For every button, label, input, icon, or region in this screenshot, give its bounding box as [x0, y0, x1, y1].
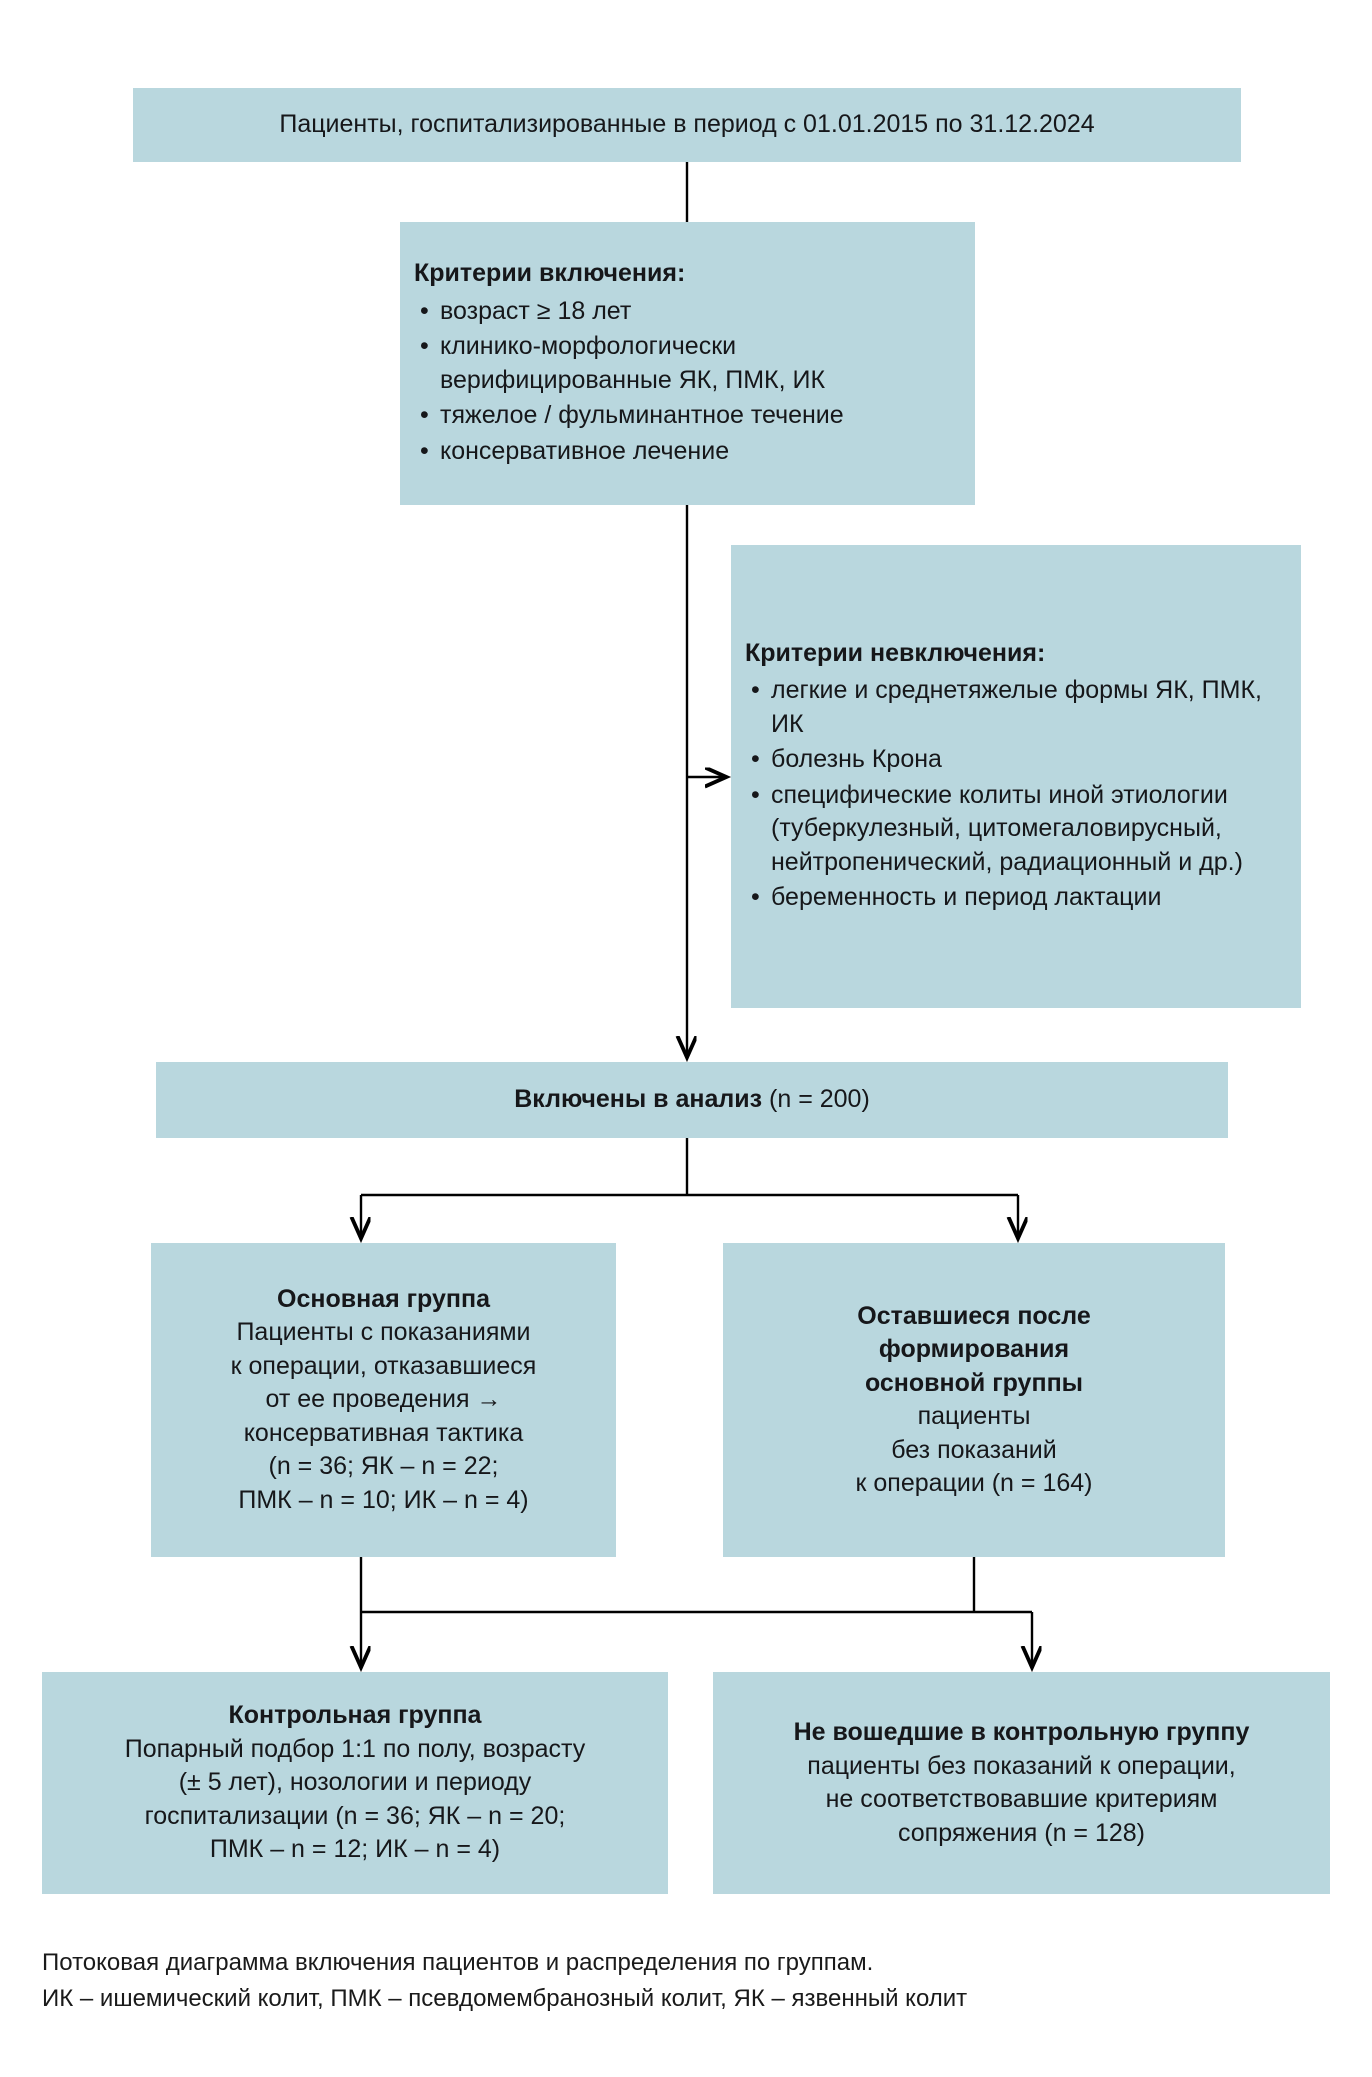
main-group-line: Пациенты с показаниями	[236, 1318, 531, 1347]
included-label: Включены в анализ	[514, 1085, 763, 1114]
remaining-line: к операции (n = 164)	[855, 1469, 1093, 1497]
main-group-title: Основная группа	[277, 1284, 490, 1313]
list-item: • легкие и среднетяжелые формы ЯК, ПМК, ИК	[745, 674, 1281, 741]
list-item: • специфические колиты иной этиологии (туберкулезный, цитомегаловирусный, нейтропенический, радиационный и др.)	[745, 779, 1281, 880]
main-group-line: ПМК – n = 10; ИК – n = 4)	[238, 1485, 529, 1514]
node-control-group	[42, 1672, 668, 1894]
node-exclusion-criteria	[731, 545, 1301, 1008]
node-main-group	[151, 1243, 616, 1557]
list-item: • беременность и период лактации	[745, 881, 1281, 915]
included-count: (n = 200)	[762, 1085, 870, 1114]
main-group-line: к операции, отказавшиеся	[230, 1351, 537, 1380]
control-group-line: Попарный подбор 1:1 по полу, возрасту	[124, 1734, 586, 1763]
hospitalized-text: Пациенты, госпитализированные в период с 01.01.2015 по 31.12.2024	[279, 110, 1095, 139]
figure-caption	[42, 1945, 1332, 2017]
main-group-line: (n = 36; ЯК – n = 22;	[268, 1452, 499, 1481]
exclusion-list	[745, 674, 1281, 917]
not-included-line: пациенты без показаний к операции,	[807, 1751, 1236, 1780]
not-included-title: Не вошедшие в контрольную группу	[793, 1718, 1250, 1746]
control-group-line: (± 5 лет), нозологии и периоду	[178, 1768, 532, 1797]
list-item: • клинико-морфологически верифицированные ЯК, ПМК, ИК	[414, 330, 955, 397]
inclusion-list	[414, 295, 955, 471]
control-group-body	[125, 1733, 586, 1867]
main-group-line: от ее проведения →	[265, 1385, 502, 1414]
not-included-line: не соответствовавшие критериям	[825, 1785, 1218, 1813]
control-group-line: госпитализации (n = 36; ЯК – n = 20;	[144, 1801, 566, 1830]
node-included-in-analysis	[156, 1062, 1228, 1138]
main-group-body	[231, 1316, 537, 1517]
node-not-included-in-control-group	[713, 1672, 1330, 1894]
control-group-line: ПМК – n = 12; ИК – n = 4)	[209, 1835, 501, 1864]
list-item: • возраст ≥ 18 лет	[414, 295, 955, 329]
caption-line-1: Потоковая диаграмма включения пациентов и распределения по группам.	[42, 1949, 874, 1976]
not-included-line: сопряжения (n = 128)	[897, 1818, 1146, 1847]
list-item: • консервативное лечение	[414, 435, 955, 469]
node-remaining-patients	[723, 1243, 1225, 1557]
list-item: • тяжелое / фульминантное течение	[414, 399, 955, 433]
remaining-title-line: формирования	[878, 1335, 1070, 1363]
remaining-title	[857, 1300, 1090, 1401]
not-included-body	[807, 1750, 1235, 1851]
node-hospitalized-patients	[133, 88, 1241, 162]
main-group-line: консервативная тактика	[243, 1418, 524, 1447]
remaining-title-line: основной группы	[864, 1368, 1084, 1397]
included-line	[514, 1083, 870, 1117]
remaining-title-line: Оставшиеся после	[857, 1301, 1091, 1330]
caption-line-2: ИК – ишемический колит, ПМК – псевдомембранозный колит, ЯК – язвенный колит	[42, 1985, 968, 2012]
list-item: • болезнь Крона	[745, 743, 1281, 777]
control-group-title: Контрольная группа	[228, 1701, 482, 1730]
remaining-line: без показаний	[891, 1435, 1057, 1464]
inclusion-title: Критерии включения:	[414, 259, 686, 287]
node-inclusion-criteria	[400, 222, 975, 505]
remaining-line: пациенты	[917, 1402, 1031, 1430]
exclusion-title: Критерии невключения:	[745, 638, 1046, 667]
remaining-body	[856, 1400, 1093, 1501]
